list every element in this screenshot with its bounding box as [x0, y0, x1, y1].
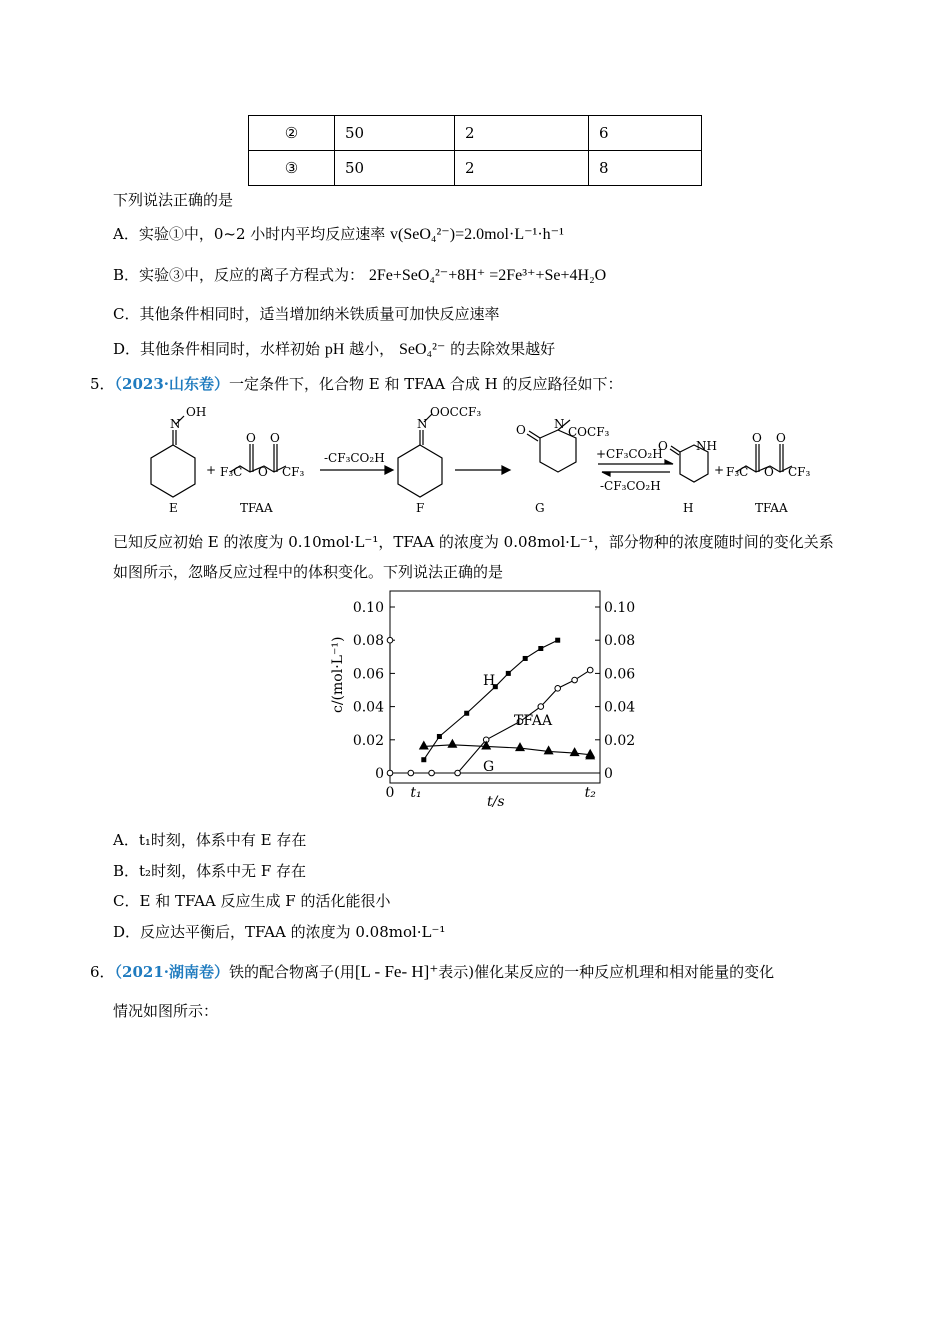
data-point-tfaa — [455, 770, 461, 776]
table-row — [249, 116, 702, 151]
data-point-h — [506, 671, 511, 676]
data-point-h — [421, 757, 426, 762]
plus-sign: + — [714, 463, 725, 477]
data-point-h — [464, 711, 469, 716]
paragraph: 情况如图所示： — [113, 1002, 219, 1020]
compound-label-g: G — [535, 501, 545, 515]
y-tick-label: 0.06 — [352, 666, 384, 683]
table-cell: 2 — [455, 116, 589, 151]
option-text: 的去除效果越好 — [450, 340, 556, 358]
option-a: A．t₁时刻，体系中有 E 存在 — [113, 831, 307, 849]
atom-label: CF₃ — [788, 465, 811, 479]
data-point-tfaa — [387, 637, 393, 643]
atom-label: O — [246, 431, 256, 445]
plus-sign: + — [206, 463, 217, 477]
source-tag: （2023·山东卷） — [114, 375, 230, 393]
selenate-ion: SeO₄²⁻ — [398, 341, 446, 358]
source-tag: （2021·湖南卷） — [114, 963, 230, 981]
compound-label-tfaa: TFAA — [755, 501, 788, 515]
question-stem: 下列说法正确的是 — [113, 191, 234, 209]
y-tick-label-right: 0.10 — [604, 600, 636, 616]
series-line-tfaa — [390, 640, 590, 773]
data-point-g — [447, 739, 457, 748]
option-text: A．实验①中，0~2 小时内平均反应速率 — [113, 225, 386, 243]
table-cell: ③ — [249, 151, 335, 186]
y-tick-label-right: 0.06 — [604, 666, 636, 683]
atom-label: CF₃ — [282, 465, 305, 479]
atom-label: O — [776, 431, 786, 445]
table-cell: 50 — [335, 151, 455, 186]
y-tick-label-right: 0 — [604, 766, 613, 782]
data-point-h — [555, 638, 560, 643]
data-point-tfaa — [587, 667, 593, 673]
compound-label-tfaa: TFAA — [240, 501, 273, 515]
x-tick-label: t₁ — [410, 785, 422, 801]
option-text: 越小， — [349, 340, 395, 358]
data-point-g — [570, 747, 580, 756]
data-point-h — [437, 734, 442, 739]
data-point-g — [515, 742, 525, 751]
x-tick-label: 0 — [385, 785, 395, 801]
compound-label-h: H — [683, 501, 694, 515]
equilibrium-forward: +CF₃CO₂H — [596, 447, 663, 461]
paragraph: 如图所示，忽略反应过程中的体积变化。下列说法正确的是 — [113, 563, 504, 581]
y-tick-label-right: 0.04 — [604, 699, 636, 716]
option-d: D．反应达平衡后，TFAA 的浓度为 0.08mol·L⁻¹ — [113, 923, 446, 941]
paragraph: 已知反应初始 E 的浓度为 0.10mol·L⁻¹，TFAA 的浓度为 0.08mol·L⁻¹，部分物种的浓度随时间的变化关系 — [113, 533, 834, 551]
series-label-tfaa: TFAA — [514, 713, 553, 729]
series-line-h — [424, 640, 558, 760]
compound-label-f: F — [416, 501, 425, 515]
question-stem: 表示)催化某反应的一种反应机理和相对能量的变化 — [438, 963, 775, 981]
complex-ion: [L - Fe- H]⁺ — [354, 962, 439, 981]
equilibrium-reverse: -CF₃CO₂H — [600, 479, 661, 493]
y-tick-label: 0.04 — [352, 699, 384, 716]
atom-label: O — [764, 465, 774, 479]
table-cell: 2 — [455, 151, 589, 186]
data-point-tfaa — [408, 770, 414, 776]
compound-label-e: E — [169, 501, 178, 515]
question-5-header — [90, 374, 622, 394]
atom-label: N — [170, 417, 181, 431]
y-tick-label-right: 0.08 — [604, 633, 636, 650]
table-cell: 6 — [589, 116, 702, 151]
atom-label: O — [516, 423, 526, 437]
table-row — [249, 151, 702, 186]
series-label-g: G — [483, 759, 495, 775]
data-point-g — [544, 745, 554, 754]
question-stem: 铁的配合物离子(用 — [229, 963, 355, 981]
concentration-time-chart — [320, 588, 640, 813]
option-c: C．E 和 TFAA 反应生成 F 的活化能很小 — [113, 892, 391, 910]
option-b — [113, 265, 606, 286]
option-d — [113, 339, 555, 360]
question-6-header — [90, 962, 774, 982]
atom-label: O — [658, 439, 668, 453]
ph-symbol: pH — [324, 341, 345, 358]
table-cell: ② — [249, 116, 335, 151]
series-label-h: H — [483, 673, 496, 689]
atom-label: N — [417, 417, 428, 431]
data-point-tfaa — [538, 704, 544, 710]
data-point-tfaa — [429, 770, 435, 776]
option-b: B．t₂时刻，体系中无 F 存在 — [113, 862, 307, 880]
x-tick-label: t₂ — [584, 785, 596, 801]
question-stem: 一定条件下，化合物 E 和 TFAA 合成 H 的反应路径如下： — [229, 375, 623, 393]
data-point-g — [481, 740, 491, 749]
atom-label: F₃C — [726, 465, 749, 479]
experiment-table — [248, 115, 702, 186]
y-tick-label: 0.10 — [352, 600, 384, 616]
atom-label: NH — [696, 439, 717, 453]
arrow-condition: -CF₃CO₂H — [324, 451, 385, 465]
data-point-tfaa — [387, 770, 393, 776]
atom-label: O — [270, 431, 280, 445]
data-point-h — [523, 656, 528, 661]
atom-label: F₃C — [220, 465, 243, 479]
y-tick-label: 0.08 — [352, 633, 384, 650]
option-text: D．其他条件相同时，水样初始 — [113, 340, 321, 358]
reaction-scheme — [140, 400, 840, 518]
x-axis-label: t/s — [487, 794, 505, 810]
atom-label: OH — [186, 405, 207, 419]
option-a — [113, 224, 564, 245]
atom-label: COCF₃ — [568, 425, 610, 439]
y-tick-label: 0.02 — [352, 732, 384, 749]
question-number: 5． — [90, 375, 115, 393]
y-tick-label-right: 0.02 — [604, 732, 636, 749]
atom-label: N — [554, 417, 565, 431]
y-tick-label: 0 — [375, 766, 384, 782]
data-point-g — [419, 740, 429, 749]
table-cell: 50 — [335, 116, 455, 151]
atom-label: O — [752, 431, 762, 445]
rate-formula: v(SeO₄²⁻)=2.0mol·L⁻¹·h⁻¹ — [390, 226, 564, 243]
option-text: B．实验③中，反应的离子方程式为： — [113, 266, 365, 284]
table-cell: 8 — [589, 151, 702, 186]
question-number: 6． — [90, 963, 115, 981]
atom-label: O — [258, 465, 268, 479]
data-point-tfaa — [555, 686, 561, 692]
data-point-h — [538, 646, 543, 651]
y-axis-label: c/(mol·L⁻¹) — [330, 636, 346, 713]
option-c: C．其他条件相同时，适当增加纳米铁质量可加快反应速率 — [113, 305, 500, 323]
atom-label: OOCCF₃ — [430, 405, 482, 419]
ionic-equation: 2Fe+SeO₄²⁻+8H⁺ =2Fe³⁺+Se+4H₂O — [368, 267, 607, 284]
data-point-tfaa — [572, 677, 578, 683]
